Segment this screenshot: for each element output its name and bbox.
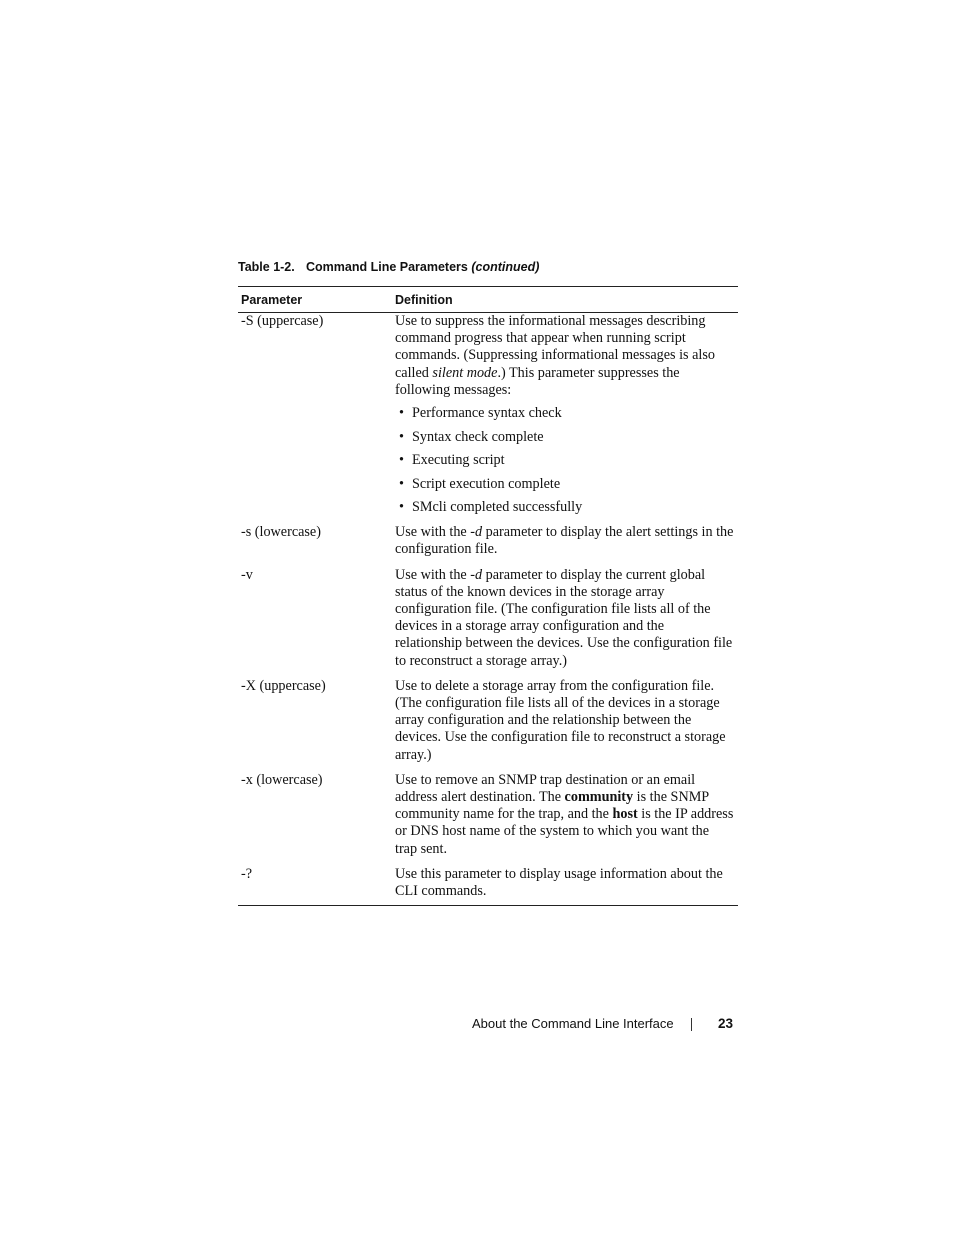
- definition-text: parameter to display the current global status of the known devices in the storage array configuration file. (The configuration file lists all of the devices in a storage array configuration and the relationship between the devices. Use the configuration file to reconstruct a storage array.): [395, 566, 733, 669]
- table-number: Table 1-2.: [238, 260, 295, 274]
- definition-cell: [395, 516, 738, 558]
- definition-italic: silent mode: [432, 364, 498, 381]
- table-row: [238, 764, 738, 858]
- list-item: [395, 429, 734, 446]
- page-footer: [472, 1016, 734, 1031]
- definition-text: Use with the: [395, 566, 471, 583]
- definition-text: .) This parameter suppresses the following messages:: [395, 364, 680, 398]
- footer-section-title: About the Command Line Interface: [472, 1016, 674, 1031]
- list-item-text: SMcli completed successfully: [412, 499, 583, 516]
- parameter-cell: -S (uppercase): [241, 313, 324, 329]
- definition-cell: [395, 764, 738, 858]
- header-definition: Definition: [395, 292, 453, 307]
- bullet-icon: •: [399, 452, 404, 469]
- list-item-text: Executing script: [412, 452, 505, 469]
- definition-text: parameter to display the alert settings in the configuration file.: [395, 524, 734, 558]
- header-parameter: Parameter: [241, 292, 303, 307]
- definition-cell: [395, 313, 738, 516]
- definition-text: is the IP address or DNS host name of the system to which you want the trap sent.: [395, 806, 734, 857]
- table-caption: [238, 260, 539, 274]
- page-number: 23: [718, 1016, 734, 1031]
- bullet-icon: •: [399, 499, 404, 516]
- list-item: [395, 499, 734, 516]
- table-continued-label: (continued): [471, 260, 540, 274]
- parameter-cell: -?: [241, 865, 253, 882]
- table-row: [238, 858, 738, 905]
- footer-divider: [691, 1018, 692, 1031]
- message-list: [395, 405, 734, 516]
- table-title: Command Line Parameters: [306, 260, 468, 274]
- list-item-text: Performance syntax check: [412, 405, 562, 422]
- definition-bold: community: [564, 789, 634, 806]
- list-item-text: Syntax check complete: [412, 428, 544, 445]
- definition-cell: Use this parameter to display usage information about the CLI commands.: [395, 865, 723, 900]
- definition-text: is the SNMP community name for the trap, and the: [395, 789, 709, 823]
- definition-italic: -d: [470, 524, 483, 541]
- definition-text: Use to suppress the informational messages describing command progress that appear when running script commands. (Suppressing informational messages is also called: [395, 313, 715, 381]
- parameter-cell: -s (lowercase): [241, 524, 321, 541]
- table-row: [238, 670, 738, 764]
- definition-italic: -d: [470, 566, 483, 583]
- list-item: [395, 452, 734, 469]
- table-row: [238, 313, 738, 516]
- table-row: [238, 516, 738, 558]
- bullet-icon: •: [399, 428, 404, 445]
- table-row: [238, 559, 738, 670]
- parameter-cell: -v: [241, 566, 253, 583]
- list-item: [395, 405, 734, 422]
- definition-text: Use with the: [395, 524, 471, 541]
- definition-bold: host: [612, 806, 638, 823]
- definition-cell: Use to delete a storage array from the configuration file. (The configuration file lists all of the devices in a storage array configuration and the relationship between the devices. Use the configuration file to reconstruct a storage array.): [395, 677, 726, 763]
- bullet-icon: •: [399, 405, 404, 422]
- list-item-text: Script execution complete: [412, 475, 561, 492]
- bullet-icon: •: [399, 475, 404, 492]
- definition-text: Use to remove an SNMP trap destination or an email address alert destination. The: [395, 771, 696, 806]
- table-header-row: [238, 287, 738, 313]
- parameters-table: [238, 286, 738, 906]
- parameter-cell: -x (lowercase): [241, 771, 323, 788]
- parameter-cell: -X (uppercase): [241, 677, 326, 694]
- list-item: [395, 476, 734, 493]
- definition-cell: [395, 559, 738, 670]
- table-body: [238, 313, 738, 905]
